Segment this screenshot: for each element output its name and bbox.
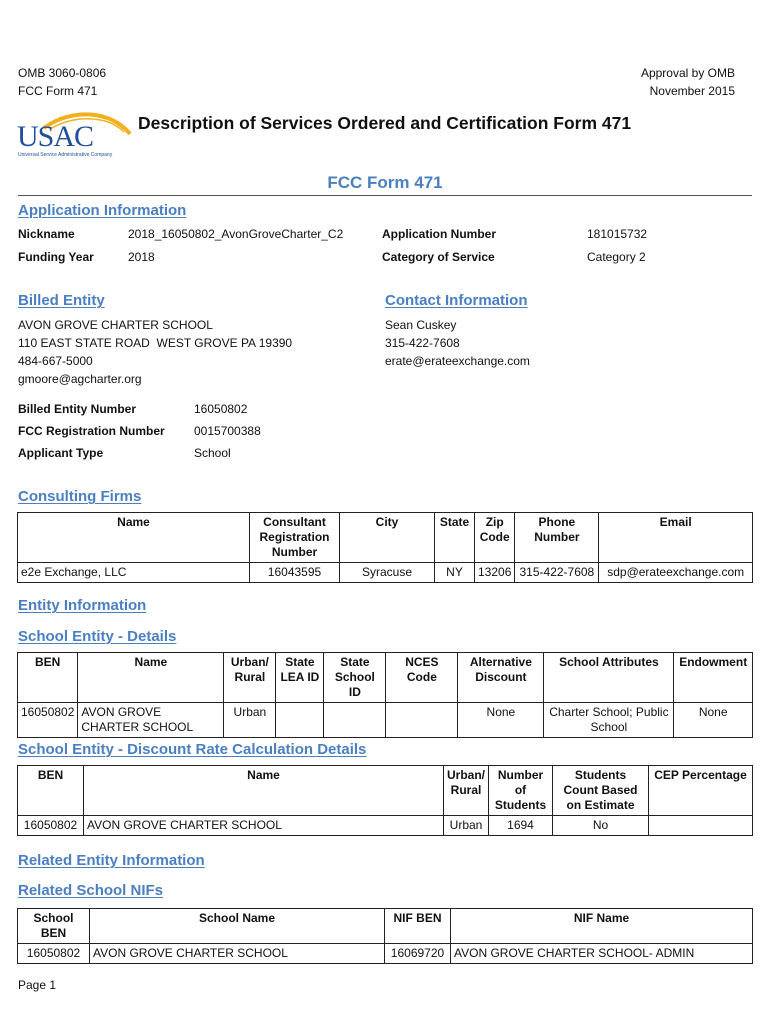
table-cell: 315-422-7608	[515, 563, 599, 583]
table-cell: NY	[435, 563, 475, 583]
billed-entity-address: 110 EAST STATE ROAD WEST GROVE PA 19390	[18, 336, 293, 350]
table-row	[18, 563, 753, 583]
table-cell: None	[458, 703, 544, 738]
funding-year-label: Funding Year	[18, 250, 94, 264]
column-header: School Attributes	[544, 653, 674, 703]
fcc-registration-value: 0015700388	[194, 424, 261, 438]
table-cell: No	[553, 816, 649, 836]
applicant-type-value: School	[194, 446, 231, 460]
form-number: FCC Form 471	[18, 84, 98, 98]
table-header-row	[18, 513, 753, 563]
contact-email: erate@erateexchange.com	[385, 354, 530, 368]
column-header: Alternative Discount	[458, 653, 544, 703]
nickname-value: 2018_16050802_AvonGroveCharter_C2	[128, 227, 344, 241]
column-header: Urban/ Rural	[224, 653, 276, 703]
school-details-table	[17, 652, 753, 738]
table-cell: 1694	[489, 816, 553, 836]
billed-entity-name: AVON GROVE CHARTER SCHOOL	[18, 318, 213, 332]
column-header: City	[340, 513, 435, 563]
column-header: State	[435, 513, 475, 563]
table-row	[18, 816, 753, 836]
billed-entity-phone: 484-667-5000	[18, 354, 93, 368]
table-cell: 13206	[475, 563, 515, 583]
column-header: BEN	[18, 766, 84, 816]
table-cell: None	[674, 703, 753, 738]
table-cell: AVON GROVE CHARTER SCHOOL	[90, 944, 385, 964]
billed-entity-title: Billed Entity	[18, 292, 105, 309]
contact-name: Sean Cuskey	[385, 318, 457, 332]
ben-label: Billed Entity Number	[18, 402, 137, 416]
column-header: State LEA ID	[276, 653, 324, 703]
table-header-row	[18, 766, 753, 816]
contact-info-title: Contact Information	[385, 292, 528, 309]
column-header: BEN	[18, 653, 78, 703]
ben-value: 16050802	[194, 402, 248, 416]
applicant-type-label: Applicant Type	[18, 446, 104, 460]
related-entity-title: Related Entity Information	[18, 852, 205, 869]
form-subtitle: FCC Form 471	[327, 173, 443, 192]
column-header: Consultant Registration Number	[250, 513, 340, 563]
approval-label: Approval by OMB	[640, 66, 735, 80]
header-divider	[18, 195, 752, 196]
discount-details-title: School Entity - Discount Rate Calculation Details	[18, 741, 367, 758]
category-value: Category 2	[587, 250, 646, 264]
consulting-firms-title: Consulting Firms	[18, 488, 142, 505]
table-cell: Charter School; Public School	[544, 703, 674, 738]
page-title: Description of Services Ordered and Certification Form 471	[138, 113, 632, 133]
column-header: Number of Students	[489, 766, 553, 816]
discount-details-table	[17, 765, 753, 836]
table-cell	[386, 703, 458, 738]
table-cell: AVON GROVE CHARTER SCHOOL	[84, 816, 444, 836]
table-cell: AVON GROVE CHARTER SCHOOL	[78, 703, 224, 738]
billed-entity-email: gmoore@agcharter.org	[18, 372, 142, 386]
table-header-row	[18, 909, 753, 944]
column-header: Endowment	[674, 653, 753, 703]
table-cell: 16050802	[18, 703, 78, 738]
application-info-title: Application Information	[18, 202, 187, 219]
category-label: Category of Service	[382, 250, 495, 264]
usac-logo-text: USAC	[17, 120, 94, 153]
table-cell: 16050802	[18, 944, 90, 964]
table-cell: Urban	[444, 816, 489, 836]
table-cell: Urban	[224, 703, 276, 738]
table-header-row	[18, 653, 753, 703]
approval-date: November 2015	[649, 84, 735, 98]
usac-logo	[16, 112, 134, 164]
table-cell: Syracuse	[340, 563, 435, 583]
column-header: Students Count Based on Estimate	[553, 766, 649, 816]
omb-number: OMB 3060-0806	[18, 66, 107, 80]
application-number-value: 181015732	[587, 227, 648, 241]
table-cell: 16050802	[18, 816, 84, 836]
related-nifs-title: Related School NIFs	[18, 882, 164, 899]
table-row	[18, 703, 753, 738]
contact-phone: 315-422-7608	[385, 336, 460, 350]
page-number: Page 1	[18, 978, 57, 992]
table-cell	[276, 703, 324, 738]
related-nifs-table	[17, 908, 753, 964]
column-header: NCES Code	[386, 653, 458, 703]
column-header: Zip Code	[475, 513, 515, 563]
usac-logo-subtext: Universal Service Administrative Company	[18, 152, 113, 158]
table-cell: AVON GROVE CHARTER SCHOOL- ADMIN	[451, 944, 753, 964]
column-header: Urban/ Rural	[444, 766, 489, 816]
entity-info-title: Entity Information	[18, 597, 147, 614]
table-cell: sdp@erateexchange.com	[599, 563, 753, 583]
column-header: NIF BEN	[385, 909, 451, 944]
table-cell	[324, 703, 386, 738]
consulting-firms-table	[17, 512, 753, 583]
column-header: School BEN	[18, 909, 90, 944]
column-header: State School ID	[324, 653, 386, 703]
column-header: Name	[78, 653, 224, 703]
table-cell	[649, 816, 753, 836]
column-header: School Name	[90, 909, 385, 944]
table-cell: e2e Exchange, LLC	[18, 563, 250, 583]
column-header: Name	[84, 766, 444, 816]
table-cell: 16043595	[250, 563, 340, 583]
column-header: Phone Number	[515, 513, 599, 563]
school-details-title: School Entity - Details	[18, 628, 177, 645]
nickname-label: Nickname	[18, 227, 75, 241]
fcc-registration-label: FCC Registration Number	[18, 424, 165, 438]
column-header: Name	[18, 513, 250, 563]
column-header: CEP Percentage	[649, 766, 753, 816]
column-header: NIF Name	[451, 909, 753, 944]
application-number-label: Application Number	[382, 227, 497, 241]
column-header: Email	[599, 513, 753, 563]
table-cell: 16069720	[385, 944, 451, 964]
funding-year-value: 2018	[128, 250, 155, 264]
table-row	[18, 944, 753, 964]
